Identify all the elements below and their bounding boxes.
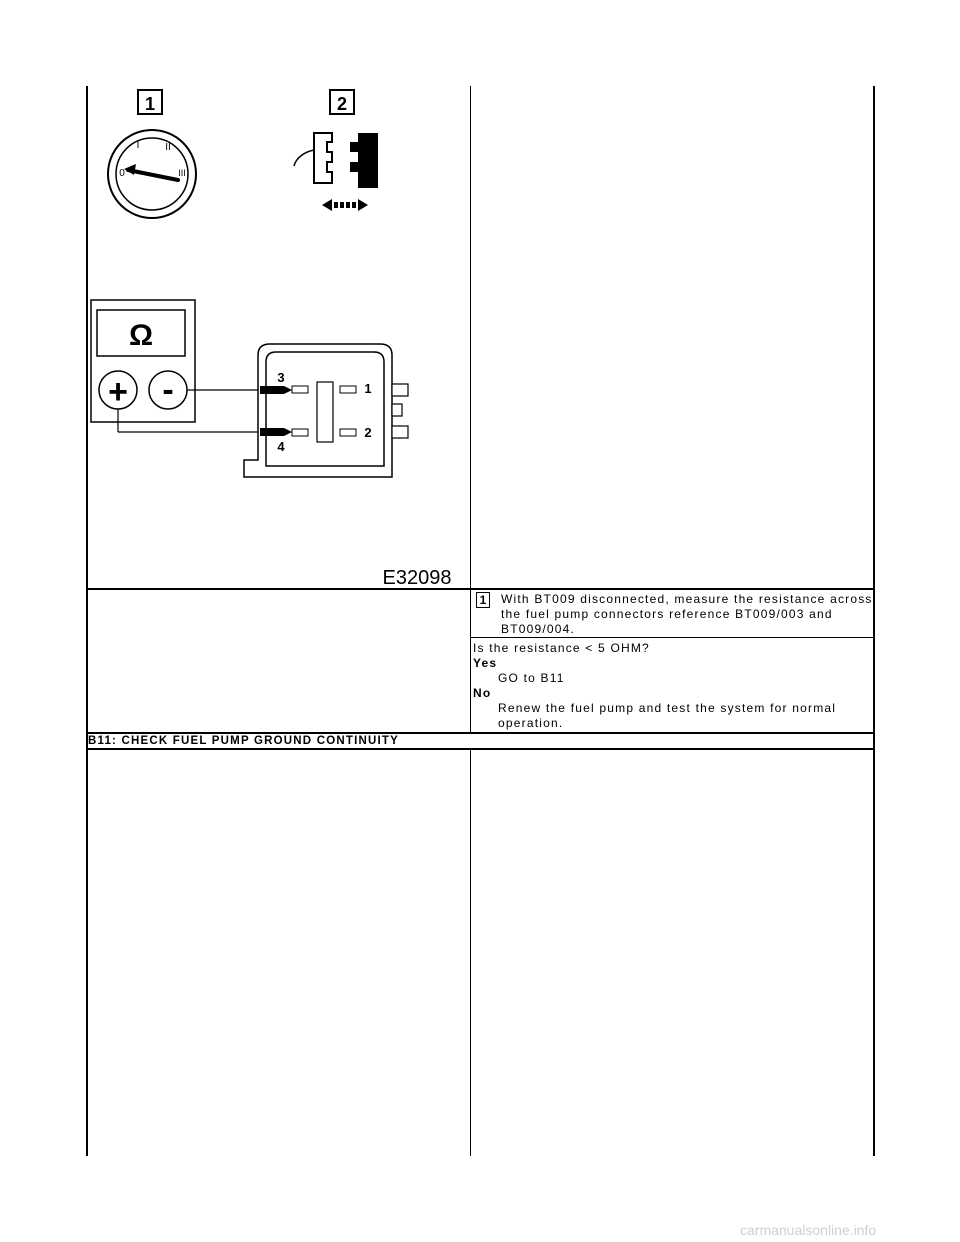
question-block [473,641,869,731]
step-label-1 [138,90,162,114]
pin-label-1: 1 [364,381,372,396]
step-label-2 [330,90,354,114]
ignition-mark-1: I [136,140,140,151]
figure-id: E32098 [382,567,452,588]
meter-minus: - [162,371,174,409]
no-label: No [473,686,492,700]
question-text: Is the resistance < 5 OHM? [473,641,650,655]
pin-label-2: 2 [364,425,372,440]
row-divider-figure [86,588,875,590]
table-right-border [873,86,875,1156]
step-instruction-text: With BT009 disconnected, measure the resistance across the fuel pump connectors reference BT009/003 and BT009/004. [501,592,873,636]
section-title: B11: CHECK FUEL PUMP GROUND CONTINUITY [88,735,399,747]
step-label-2-text: 2 [336,94,348,114]
wiring-figure [88,86,470,588]
connector-disconnect-icon [294,133,378,211]
meter-symbol: Ω [128,319,154,352]
pin-label-4: 4 [277,439,285,454]
pin-label-3: 3 [277,370,285,385]
step-instruction [501,592,873,637]
fuel-pump-connector [244,344,408,477]
table-middle-border-mid [470,588,471,734]
yes-action: GO to B11 [498,671,565,685]
table-middle-border-top [470,86,471,588]
step-number-badge [476,592,490,608]
ignition-switch-icon [108,130,196,218]
ignition-mark-0: 0 [119,168,125,179]
no-action: Renew the fuel pump and test the system for normal operation. [498,701,837,730]
watermark: carmanualsonline.info [740,1222,877,1238]
row-divider-step [470,637,875,638]
ignition-mark-2: II [165,142,171,153]
yes-label: Yes [473,656,498,670]
multimeter-icon [91,300,195,422]
table-middle-border-bottom [470,750,471,1156]
step-number: 1 [479,593,487,607]
meter-plus: + [108,373,128,411]
ignition-mark-3: III [178,168,186,178]
step-label-1-text: 1 [144,94,156,114]
